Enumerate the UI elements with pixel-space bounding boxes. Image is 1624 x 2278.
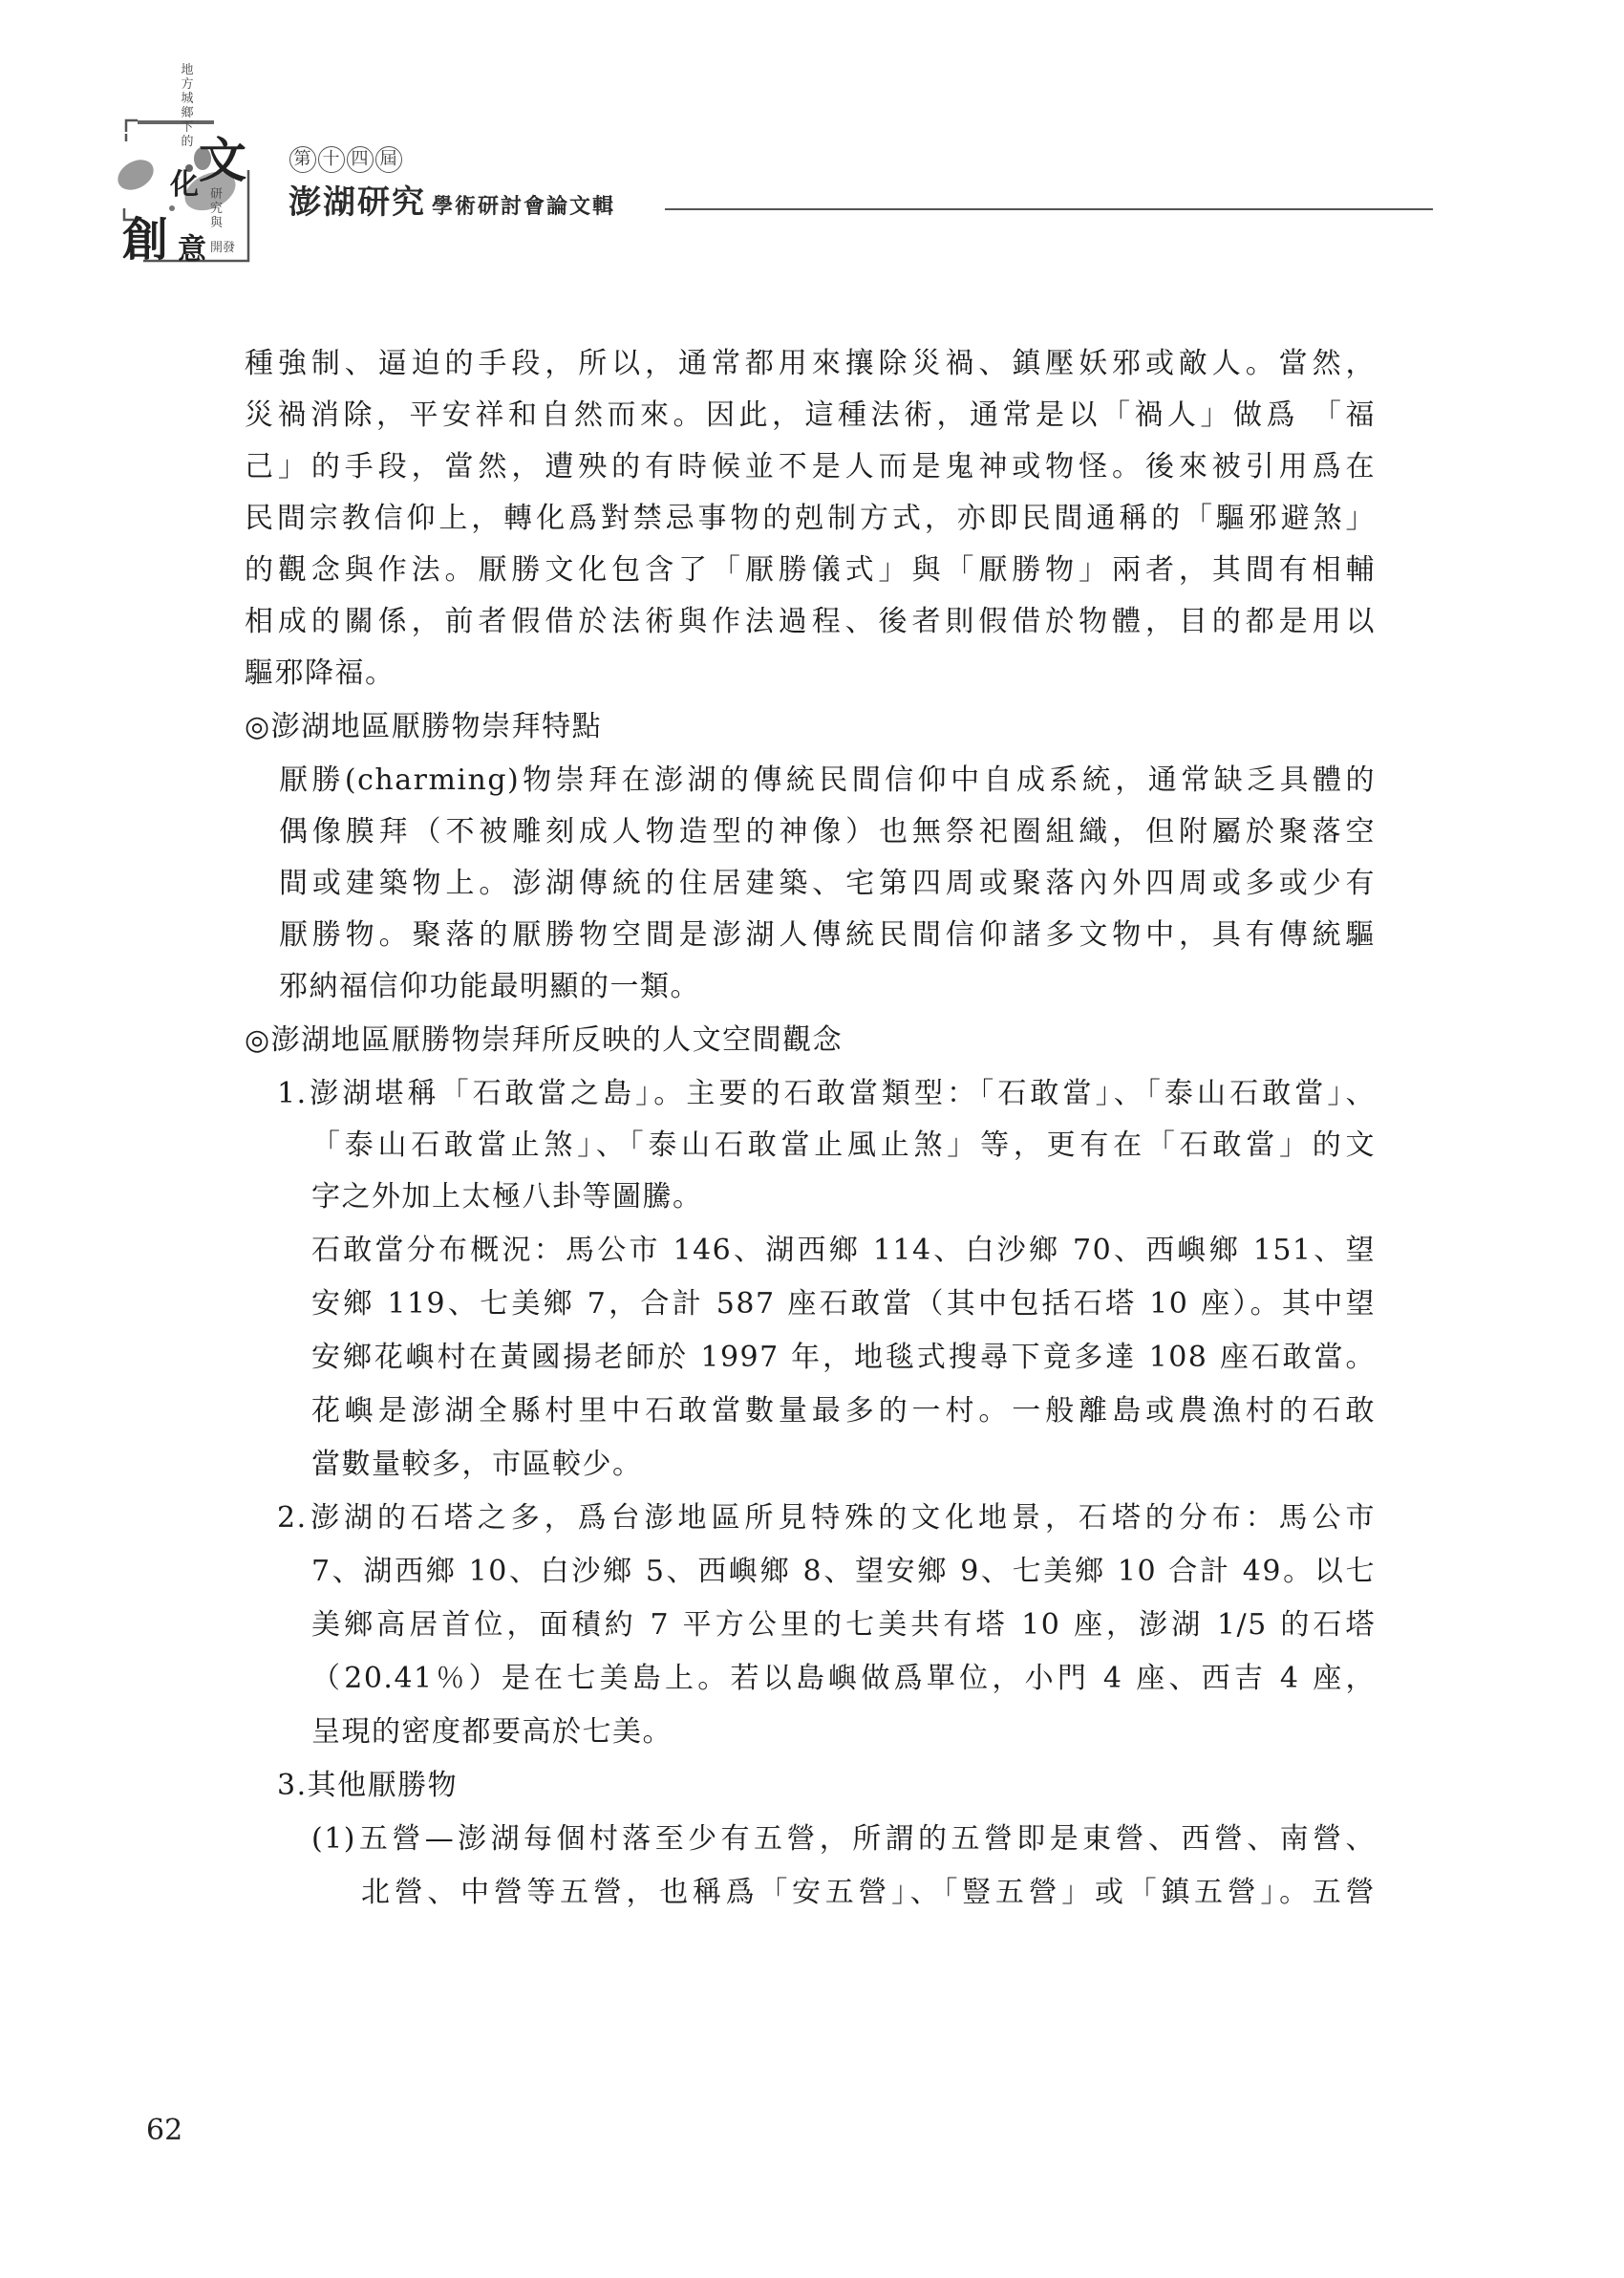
conference-title (288, 176, 615, 223)
logo-vertical-text: 地 方 城 鄉 下 的 (181, 63, 194, 149)
text-line: 厭勝物。聚落的厭勝物空間是澎湖人傳統民間信仰諸多文物中，具有傳統驅 (279, 918, 1376, 952)
text-line: 的觀念與作法。厭勝文化包含了「厭勝儀式」與「厭勝物」兩者，其間有相輔 (245, 553, 1376, 587)
conference-title-sub: 學術研討會論文輯 (432, 194, 616, 219)
text-line: 安鄉花嶼村在黃國揚老師於 1997 年，地毯式搜尋下竟多達 108 座石敢當。 (311, 1341, 1376, 1374)
text-line: 字之外加上太極八卦等圖騰。 (311, 1180, 703, 1214)
text-line: 當數量較多，市區較少。 (311, 1448, 643, 1481)
logo-char-wen: 文 (199, 132, 246, 188)
text-line: 呈現的密度都要高於七美。 (311, 1715, 673, 1749)
text-line: 己」的手段，當然，遭殃的有時候並不是人而是鬼神或物怪。後來被引用爲在 (245, 450, 1376, 484)
text-line: 花嶼是澎湖全縣村里中石敢當數量最多的一村。一般離島或農漁村的石敢 (311, 1394, 1376, 1428)
text-line: 石敢當分布概況：馬公市 146、湖西鄉 114、白沙鄉 70、西嶼鄉 151、望 (311, 1234, 1376, 1267)
page-number: 62 (146, 2114, 183, 2147)
conference-edition (288, 143, 403, 173)
text-line: 北營、中營等五營，也稱爲「安五營」、「豎五營」或「鎮五營」。五營 (361, 1876, 1376, 1909)
text-line: 2.澎湖的石塔之多，爲台澎地區所見特殊的文化地景，石塔的分布：馬公市 (277, 1501, 1376, 1535)
header-divider (665, 208, 1433, 210)
text-line: 安鄉 119、七美鄉 7，合計 587 座石敢當（其中包括石塔 10 座）。其中望 (311, 1287, 1376, 1321)
text-line: 7、湖西鄉 10、白沙鄉 5、西嶼鄉 8、望安鄉 9、七美鄉 10 合計 49。以七 (311, 1555, 1376, 1588)
edition-number-2: 四 (347, 146, 374, 173)
text-line: 「泰山石敢當止煞」、「泰山石敢當止風止煞」等，更有在「石敢當」的文 (311, 1128, 1376, 1162)
text-line: 相成的關係，前者假借於法術與作法過程、後者則假借於物體，目的都是用以 (245, 605, 1376, 638)
logo-side-text: 研 究 與 (210, 187, 224, 230)
text-line: 災禍消除，平安祥和自然而來。因此，這種法術，通常是以「禍人」做爲 「福 (245, 398, 1376, 432)
logo-char-chuang: 創 (122, 213, 169, 267)
logo-char-yi: 意 (178, 233, 206, 267)
logo-small-text: 開發 (210, 241, 236, 255)
text-line: （20.41％）是在七美島上。若以島嶼做爲單位，小門 4 座、西吉 4 座， (311, 1662, 1376, 1695)
text-line: 驅邪降福。 (245, 656, 395, 690)
section-heading: ◎澎湖地區厭勝物崇拜特點 (245, 710, 603, 743)
list-heading: 3.其他厭勝物 (277, 1769, 459, 1802)
text-line: 1.澎湖堪稱「石敢當之島」。主要的石敢當類型：「石敢當」、「泰山石敢當」、 (277, 1077, 1376, 1110)
edition-number-1: 十 (318, 146, 345, 173)
conference-title-main: 澎湖研究 (288, 183, 426, 222)
text-line: 偶像膜拜（不被雕刻成人物造型的神像）也無祭祀圈組織，但附屬於聚落空 (279, 815, 1376, 849)
text-line: 間或建築物上。澎湖傳統的住居建築、宅第四周或聚落內外四周或多或少有 (279, 867, 1376, 900)
text-line: 美鄉高居首位，面積約 7 平方公里的七美共有塔 10 座，澎湖 1/5 的石塔 (311, 1608, 1376, 1642)
edition-prefix: 第 (289, 146, 316, 173)
text-line: 民間宗教信仰上，轉化爲對禁忌事物的剋制方式，亦即民間通稱的「驅邪避煞」 (245, 502, 1376, 535)
section-heading: ◎澎湖地區厭勝物崇拜所反映的人文空間觀念 (245, 1023, 844, 1057)
edition-suffix: 屆 (375, 146, 402, 173)
logo-char-hua: 化 (170, 168, 199, 202)
text-line: 邪納福信仰功能最明顯的一類。 (279, 970, 700, 1003)
text-line: (1)五營—澎湖每個村落至少有五營，所謂的五營即是東營、西營、南營、 (311, 1822, 1376, 1856)
text-line: 厭勝(charming)物崇拜在澎湖的傳統民間信仰中自成系統，通常缺乏具體的 (279, 763, 1376, 797)
text-line: 種強制、逼迫的手段，所以，通常都用來攘除災禍、鎮壓妖邪或敵人。當然， (245, 347, 1376, 380)
